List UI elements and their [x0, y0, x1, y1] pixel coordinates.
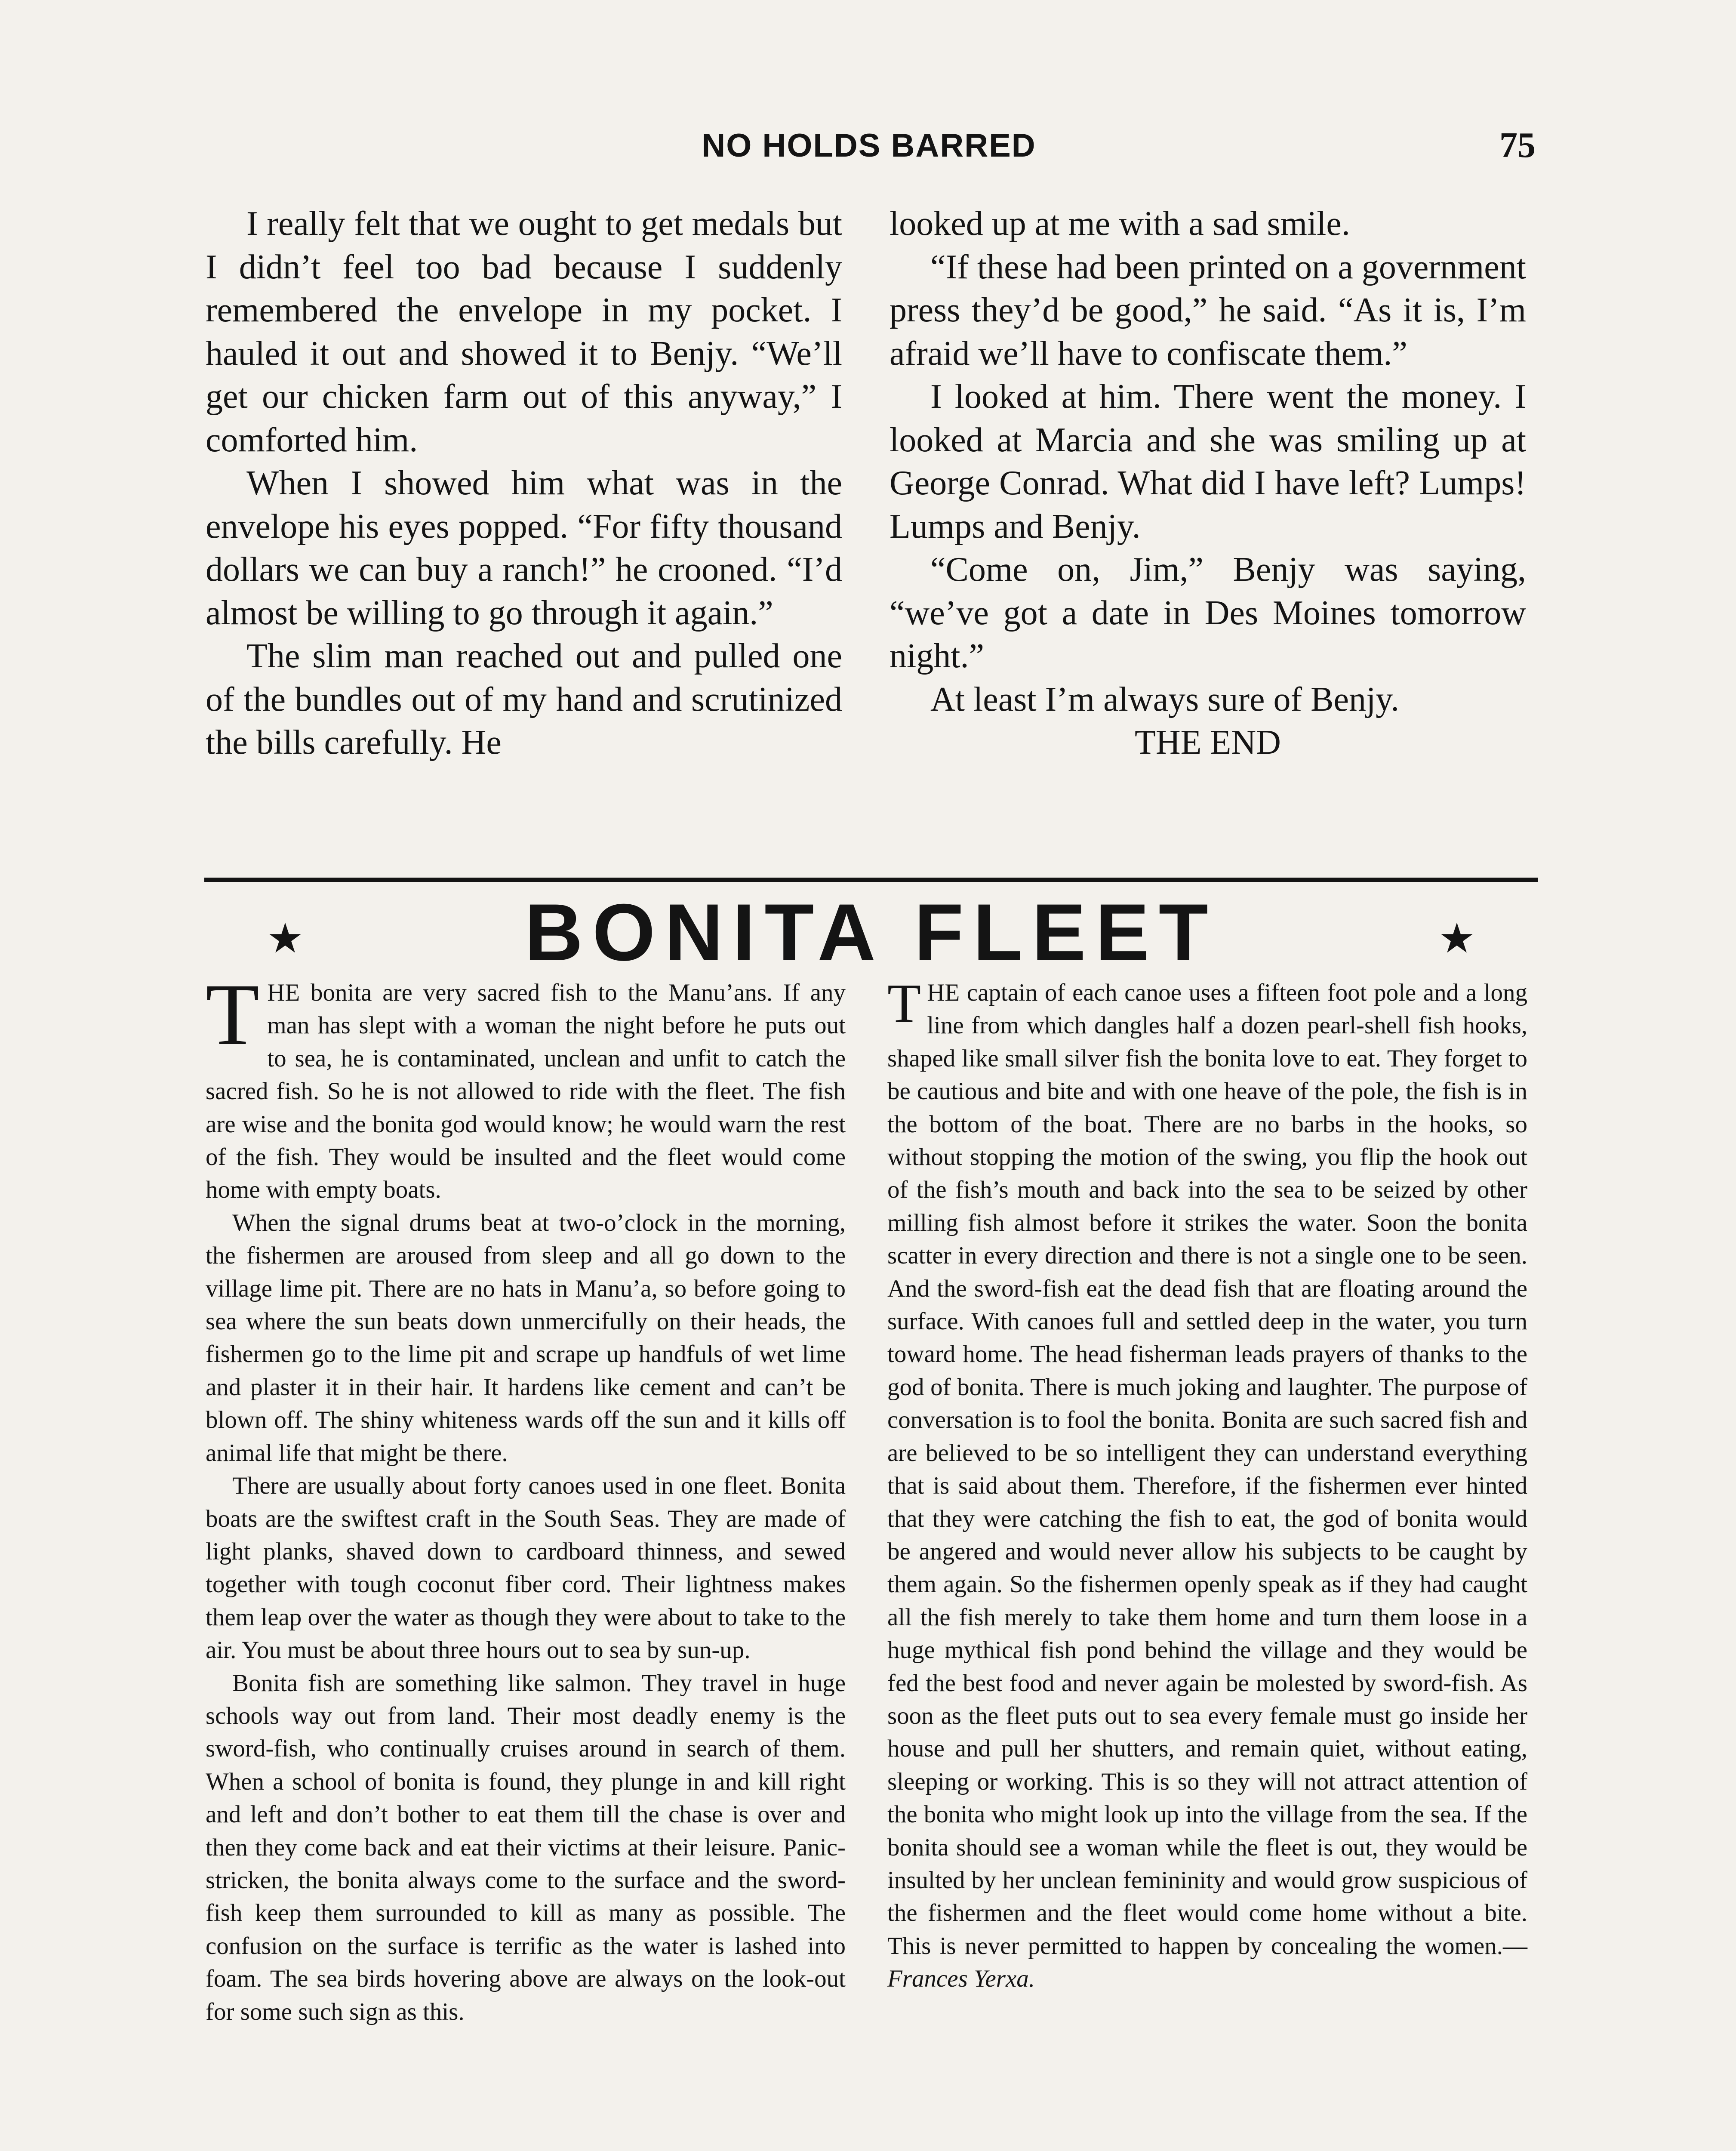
story-paragraph: When I showed him what was in the envelope his eyes popped. “For fifty thousand dollars we can buy a ranch!” he crooned. “I’d almost be willing to go through it again.”	[206, 464, 842, 632]
article-column-left	[206, 966, 846, 2028]
article-header	[202, 887, 1540, 977]
page-number: 75	[1499, 125, 1536, 165]
star-icon: ★	[1438, 915, 1476, 961]
story-continuation	[206, 202, 1535, 865]
article-paragraph: There are usually about forty canoes used in one fleet. Bonita boats are the swiftest craft in the South Seas. They are made of light planks, shaved down to cardboard thinness, and sewed together with tough coconut fiber cord. Their lightness makes them leap over the water as though they were about to take to the air. You must be about three hours out to sea by sun-up.	[206, 1472, 846, 1664]
story-paragraph: At least I’m always sure of Benjy.	[930, 680, 1400, 718]
article-paragraph: Bonita fish are something like salmon. They travel in huge schools way out from land. Their most deadly enemy is the sword-fish, who continually cruises around in search of them. When a school of bonita is found, they plunge in and kill right and left and don’t bother to eat them till the chase is over and then they come back and eat their victims at their leisure. Panic-stricken, the bonita always come to the surface and the sword-fish keep them surrounded to kill as many as possible. The confusion on the surface is terrific as the water is lashed into foam. The sea birds hovering above are always on the look-out for some such sign as this.	[206, 1669, 846, 2025]
running-header	[202, 123, 1536, 170]
story-column-right	[890, 202, 1526, 764]
story-paragraph: I really felt that we ought to get medals but I didn’t feel too bad because I suddenly remembered the envelope in my pocket. I hauled it out and showed it to Benjy. “We’ll get our chicken farm out of this anyway,” I comforted him.	[206, 205, 842, 459]
author-byline: Frances Yerxa.	[887, 1965, 1035, 1993]
the-end-label: THE END	[1135, 724, 1281, 761]
story-paragraph: I looked at him. There went the money. I looked at Marcia and she was smiling up at George Conrad. What did I have left? Lumps! Lumps and Benjy.	[890, 378, 1526, 545]
story-paragraph: The slim man reached out and pulled one of the bundles out of my hand and scrutinized the bills carefully. He	[206, 637, 842, 761]
story-paragraph: “Come on, Jim,” Benjy was saying, “we’ve got a date in Des Moines tomorrow night.”	[890, 551, 1526, 675]
drop-cap: T	[887, 973, 921, 1034]
article-paragraph	[887, 973, 1527, 1996]
article-paragraph: When the signal drums beat at two-o’clock in the morning, the fishermen are aroused from sleep and all go down to the village lime pit. There are no hats in Manu’a, so before going to sea where the sun beats down unmercifully on their heads, the fishermen go to the lime pit and scrape up handfuls of wet lime and plaster it in their hair. It hardens like cement and can’t be blown off. The shiny whiteness wards off the sun and it kills off animal life that might be there.	[206, 1209, 846, 1467]
running-title: NO HOLDS BARRED	[702, 127, 1036, 164]
article-column-right	[887, 973, 1527, 1996]
article-body	[206, 966, 1535, 2151]
article-paragraph-text: HE bonita are very sacred fish to the Manu’ans. If any man has slept with a woman the night before he puts out to sea, he is contaminated, unclean and unfit to catch the sacred fish. So he is not allowed to ride with the fleet. The fish are wise and the bonita god would know; he would warn the rest of the fish. They would be insulted and the fleet would come home with empty boats.	[206, 979, 846, 1204]
article-paragraph	[206, 966, 846, 1207]
star-icon: ★	[266, 915, 304, 961]
story-paragraph-continued: looked up at me with a sad smile.	[890, 205, 1350, 243]
drop-cap: T	[206, 966, 260, 1063]
article-title: BONITA FLEET	[524, 887, 1218, 977]
section-divider	[204, 878, 1538, 882]
article-paragraph-text: HE captain of each canoe uses a fifteen foot pole and a long line from which dangles half a dozen pearl-shell fish hooks, shaped like small silver fish the bonita love to eat. They forget to be cautious and bite and with one heave of the pole, the fish is in the bottom of the boat. There are no barbs in the hooks, so without stopping the motion of the swing, you flip the hook out of the fish’s mouth and back into the sea to be seized by other milling fish almost before it strikes the water. Soon the bonita scatter in every direction and there is not a single one to be seen. And the sword-fish eat the dead fish that are floating around the surface. With canoes full and settled deep in the water, you turn toward home. The head fisherman leads prayers of thanks to the god of bonita. There is much joking and laughter. The purpose of conversation is to fool the bonita. Bonita are such sacred fish and are believed to be so intelligent they can understand everything that is said about them. Therefore, if the fishermen ever hinted that they were catching the fish to eat, the god of bonita would be angered and would never allow his subjects to be caught by them again. So the fishermen openly speak as if they had caught all the fish merely to take them home and turn them loose in a huge mythical fish pond behind the village and they would be fed the best food and never again be molested by sword-fish. As soon as the fleet puts out to sea every female must go inside her house and pull her shutters, and remain quiet, without eating, sleeping or working. This is so they will not attract attention of the bonita who might look up into the village from the sea. If the bonita should see a woman while the fleet is out, they would be insulted by her unclean femininity and would grow suspicious of the fishermen and the fleet would come home without a bite. This is never permitted to happen by concealing the women.—	[887, 979, 1527, 1960]
story-column-left	[206, 202, 842, 764]
story-paragraph: “If these had been printed on a government press they’d be good,” he said. “As it is, I’m afraid we’ll have to confiscate them.”	[890, 248, 1526, 373]
